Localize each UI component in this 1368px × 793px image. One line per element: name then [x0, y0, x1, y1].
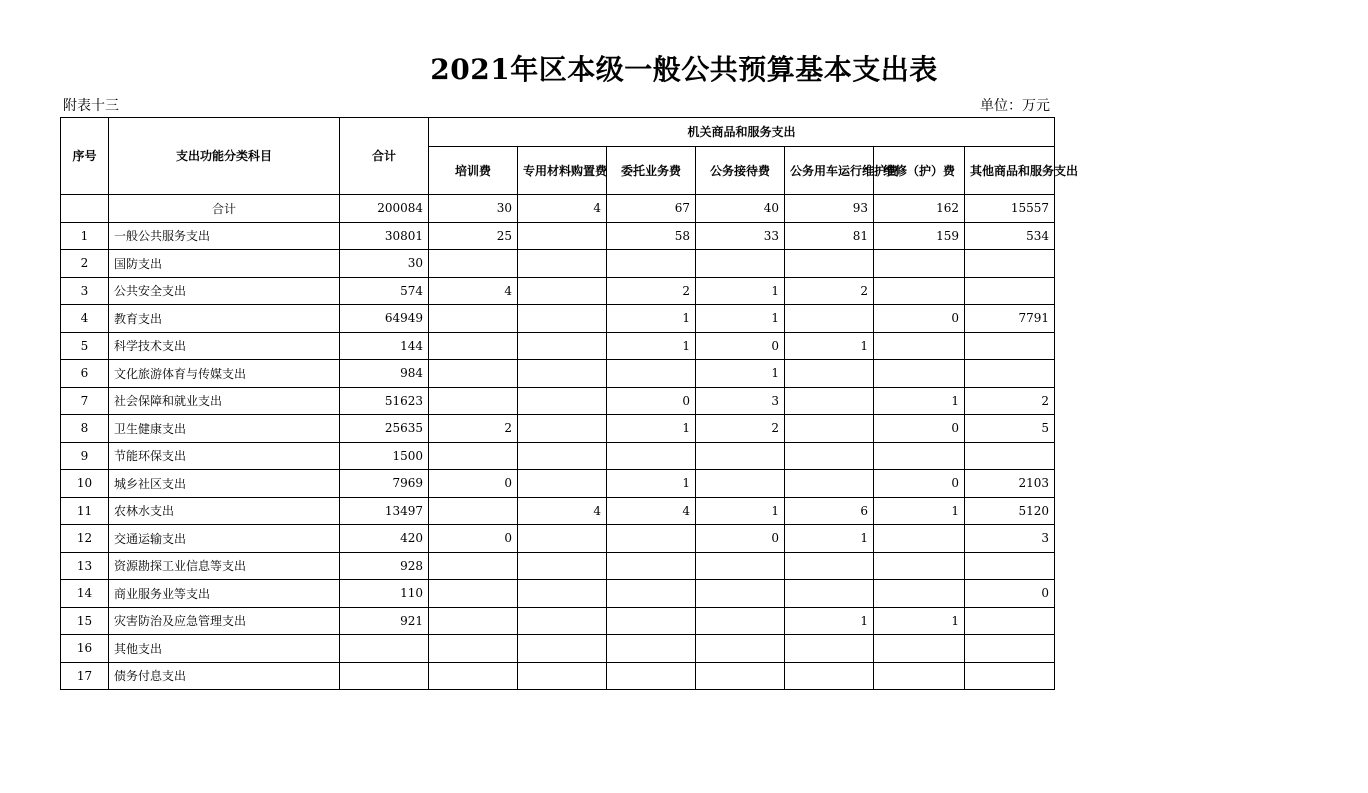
row-category: 国防支出 — [109, 250, 340, 278]
row-cell — [429, 662, 518, 690]
table-row — [61, 360, 1055, 388]
row-cell — [429, 360, 518, 388]
table-row — [61, 552, 1055, 580]
row-total: 25635 — [340, 415, 429, 443]
row-cell — [429, 250, 518, 278]
total-row-cell: 93 — [785, 195, 874, 223]
row-total: 7969 — [340, 470, 429, 498]
row-cell: 0 — [429, 470, 518, 498]
row-cell — [785, 305, 874, 333]
row-cell — [518, 305, 607, 333]
row-cell — [518, 470, 607, 498]
row-cell: 1 — [607, 332, 696, 360]
row-seq: 3 — [61, 277, 109, 305]
row-cell — [785, 552, 874, 580]
row-cell — [607, 525, 696, 553]
row-cell: 1 — [696, 277, 785, 305]
row-category: 一般公共服务支出 — [109, 222, 340, 250]
row-cell — [965, 635, 1055, 663]
row-seq: 8 — [61, 415, 109, 443]
header-special-materials: 专用材料购置费 — [518, 147, 607, 195]
row-cell — [518, 360, 607, 388]
row-cell — [429, 552, 518, 580]
row-cell — [429, 635, 518, 663]
row-cell — [696, 552, 785, 580]
row-seq: 10 — [61, 470, 109, 498]
row-cell — [696, 662, 785, 690]
row-cell — [518, 525, 607, 553]
row-category: 资源勘探工业信息等支出 — [109, 552, 340, 580]
row-seq: 7 — [61, 387, 109, 415]
row-cell — [518, 250, 607, 278]
row-cell — [518, 635, 607, 663]
row-cell: 4 — [518, 497, 607, 525]
row-total: 51623 — [340, 387, 429, 415]
row-category: 文化旅游体育与传媒支出 — [109, 360, 340, 388]
row-seq: 11 — [61, 497, 109, 525]
row-cell: 5120 — [965, 497, 1055, 525]
table-row — [61, 497, 1055, 525]
row-cell: 0 — [874, 415, 965, 443]
row-cell — [874, 580, 965, 608]
row-cell — [429, 305, 518, 333]
row-cell — [785, 250, 874, 278]
row-cell — [696, 635, 785, 663]
row-cell — [965, 607, 1055, 635]
row-seq: 13 — [61, 552, 109, 580]
row-seq: 15 — [61, 607, 109, 635]
row-cell: 1 — [874, 387, 965, 415]
row-seq: 5 — [61, 332, 109, 360]
row-cell — [607, 662, 696, 690]
row-cell: 3 — [696, 387, 785, 415]
row-cell: 58 — [607, 222, 696, 250]
row-cell — [429, 607, 518, 635]
row-seq: 1 — [61, 222, 109, 250]
row-category: 教育支出 — [109, 305, 340, 333]
row-category: 农林水支出 — [109, 497, 340, 525]
row-cell: 5 — [965, 415, 1055, 443]
header-training-fee: 培训费 — [429, 147, 518, 195]
row-total: 1500 — [340, 442, 429, 470]
row-cell — [429, 497, 518, 525]
row-cell: 7791 — [965, 305, 1055, 333]
row-cell — [607, 250, 696, 278]
row-cell — [965, 360, 1055, 388]
row-total — [340, 662, 429, 690]
row-seq: 2 — [61, 250, 109, 278]
row-cell: 3 — [965, 525, 1055, 553]
unit-label: 单位：万元 — [980, 98, 1050, 114]
row-total: 420 — [340, 525, 429, 553]
row-cell: 0 — [965, 580, 1055, 608]
row-cell: 81 — [785, 222, 874, 250]
row-seq: 4 — [61, 305, 109, 333]
row-seq: 9 — [61, 442, 109, 470]
row-cell — [518, 332, 607, 360]
row-cell — [785, 662, 874, 690]
row-cell: 1 — [696, 305, 785, 333]
attachment-label: 附表十三 — [63, 98, 119, 114]
row-seq: 14 — [61, 580, 109, 608]
row-category: 灾害防治及应急管理支出 — [109, 607, 340, 635]
row-cell — [518, 222, 607, 250]
row-cell — [607, 580, 696, 608]
row-category: 城乡社区支出 — [109, 470, 340, 498]
row-cell — [429, 387, 518, 415]
row-cell — [518, 442, 607, 470]
table-row — [61, 305, 1055, 333]
row-cell: 1 — [785, 332, 874, 360]
row-cell — [607, 442, 696, 470]
row-total: 110 — [340, 580, 429, 608]
total-row-cell: 4 — [518, 195, 607, 223]
row-cell — [785, 415, 874, 443]
budget-table — [60, 117, 1079, 690]
row-total: 144 — [340, 332, 429, 360]
row-cell — [874, 277, 965, 305]
row-cell — [607, 607, 696, 635]
table-row — [61, 607, 1055, 635]
table-row — [61, 250, 1055, 278]
table-row — [61, 635, 1055, 663]
row-cell — [518, 387, 607, 415]
row-cell — [874, 525, 965, 553]
row-cell — [518, 580, 607, 608]
table-row — [61, 662, 1055, 690]
row-category: 卫生健康支出 — [109, 415, 340, 443]
row-cell: 4 — [429, 277, 518, 305]
row-category: 交通运输支出 — [109, 525, 340, 553]
total-row-seq — [61, 195, 109, 223]
row-cell: 0 — [607, 387, 696, 415]
total-row-total: 200084 — [340, 195, 429, 223]
row-seq: 17 — [61, 662, 109, 690]
row-cell: 1 — [696, 360, 785, 388]
row-cell: 2 — [429, 415, 518, 443]
row-cell — [518, 662, 607, 690]
row-cell — [874, 250, 965, 278]
total-row-cell: 40 — [696, 195, 785, 223]
row-cell — [607, 552, 696, 580]
row-cell — [518, 607, 607, 635]
row-cell: 0 — [874, 470, 965, 498]
row-cell — [696, 607, 785, 635]
row-cell — [429, 332, 518, 360]
row-cell — [785, 442, 874, 470]
row-cell: 2 — [785, 277, 874, 305]
row-category: 节能环保支出 — [109, 442, 340, 470]
row-cell: 1 — [607, 470, 696, 498]
row-cell: 1 — [874, 497, 965, 525]
table-row — [61, 470, 1055, 498]
row-cell — [785, 580, 874, 608]
row-cell: 1 — [607, 415, 696, 443]
row-cell — [785, 635, 874, 663]
row-cell: 0 — [696, 525, 785, 553]
row-total: 64949 — [340, 305, 429, 333]
row-seq: 12 — [61, 525, 109, 553]
header-seq: 序号 — [61, 118, 109, 195]
row-category: 商业服务业等支出 — [109, 580, 340, 608]
row-cell — [518, 277, 607, 305]
row-cell — [429, 580, 518, 608]
row-seq: 6 — [61, 360, 109, 388]
row-cell: 6 — [785, 497, 874, 525]
table-row — [61, 222, 1055, 250]
row-cell — [429, 442, 518, 470]
row-cell: 1 — [785, 525, 874, 553]
row-cell: 2 — [696, 415, 785, 443]
row-cell: 0 — [696, 332, 785, 360]
row-category: 科学技术支出 — [109, 332, 340, 360]
row-cell — [874, 332, 965, 360]
row-cell: 2 — [607, 277, 696, 305]
row-cell — [874, 635, 965, 663]
row-category: 社会保障和就业支出 — [109, 387, 340, 415]
row-cell: 1 — [785, 607, 874, 635]
row-cell — [965, 277, 1055, 305]
row-cell: 0 — [429, 525, 518, 553]
row-total: 921 — [340, 607, 429, 635]
row-cell: 1 — [874, 607, 965, 635]
row-cell — [518, 415, 607, 443]
total-row-cell: 30 — [429, 195, 518, 223]
row-cell: 1 — [696, 497, 785, 525]
header-commissioned-business: 委托业务费 — [607, 147, 696, 195]
row-category: 债务付息支出 — [109, 662, 340, 690]
header-official-vehicle: 公务用车运行维护费 — [785, 147, 874, 195]
row-total: 30801 — [340, 222, 429, 250]
row-cell: 33 — [696, 222, 785, 250]
table-row — [61, 442, 1055, 470]
table-row — [61, 387, 1055, 415]
header-official-reception: 公务接待费 — [696, 147, 785, 195]
row-total: 928 — [340, 552, 429, 580]
header-group: 机关商品和服务支出 — [429, 118, 1055, 147]
row-cell — [785, 387, 874, 415]
row-cell: 1 — [607, 305, 696, 333]
row-cell — [785, 470, 874, 498]
row-cell — [874, 442, 965, 470]
row-total: 13497 — [340, 497, 429, 525]
row-cell — [696, 442, 785, 470]
header-other-goods-services: 其他商品和服务支出 — [965, 147, 1055, 195]
row-total: 574 — [340, 277, 429, 305]
total-row-cell: 15557 — [965, 195, 1055, 223]
header-total: 合计 — [340, 118, 429, 195]
total-row-cell: 67 — [607, 195, 696, 223]
table-row — [61, 415, 1055, 443]
row-cell — [696, 580, 785, 608]
row-cell — [965, 332, 1055, 360]
row-cell: 2103 — [965, 470, 1055, 498]
table-row — [61, 580, 1055, 608]
row-cell — [607, 360, 696, 388]
row-cell — [874, 552, 965, 580]
row-cell — [965, 662, 1055, 690]
row-cell: 25 — [429, 222, 518, 250]
table-row — [61, 277, 1055, 305]
total-row — [61, 195, 1055, 223]
row-cell: 4 — [607, 497, 696, 525]
table-row — [61, 332, 1055, 360]
row-category: 其他支出 — [109, 635, 340, 663]
row-cell — [965, 552, 1055, 580]
row-cell — [965, 442, 1055, 470]
row-total: 30 — [340, 250, 429, 278]
row-cell — [518, 552, 607, 580]
row-cell — [874, 662, 965, 690]
row-cell: 0 — [874, 305, 965, 333]
row-cell — [607, 635, 696, 663]
header-category: 支出功能分类科目 — [109, 118, 340, 195]
row-cell: 159 — [874, 222, 965, 250]
table-row — [61, 525, 1055, 553]
row-seq: 16 — [61, 635, 109, 663]
row-cell — [696, 470, 785, 498]
row-total — [340, 635, 429, 663]
total-row-label: 合计 — [109, 195, 340, 223]
row-category: 公共安全支出 — [109, 277, 340, 305]
row-cell — [696, 250, 785, 278]
row-cell: 534 — [965, 222, 1055, 250]
row-cell: 2 — [965, 387, 1055, 415]
header-maintenance: 维修（护）费 — [874, 147, 965, 195]
row-cell — [785, 360, 874, 388]
row-cell — [965, 250, 1055, 278]
page-title: 2021年区本级一般公共预算基本支出表 — [430, 53, 938, 86]
row-total: 984 — [340, 360, 429, 388]
total-row-cell: 162 — [874, 195, 965, 223]
row-cell — [874, 360, 965, 388]
